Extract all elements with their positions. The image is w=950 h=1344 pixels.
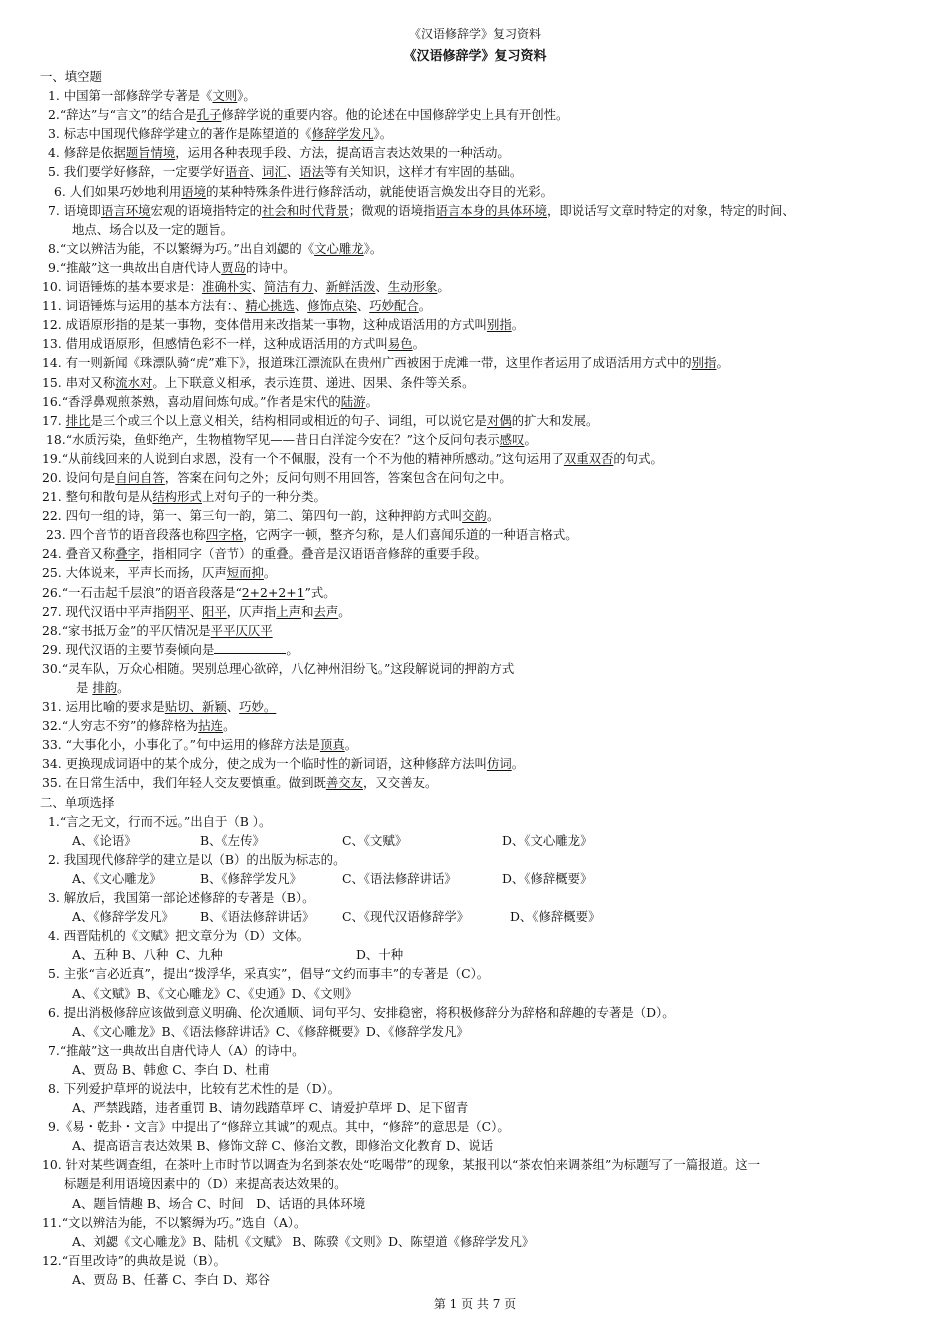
answer: 平平仄仄平 [210, 622, 273, 638]
question-11: 11. 词语锤炼与运用的基本方法有：、精心挑选、修饰点染、巧妙配合。 [42, 298, 432, 314]
choice-question-9: 9.《易・乾卦・文言》中提出了“修辞立其诚”的观点。其中，“修辞”的意思是（C）。 [48, 1119, 510, 1135]
answer-blank [214, 641, 286, 654]
answer: 简洁有力 [263, 279, 314, 295]
choice-options-11: A、刘勰《文心雕龙》B、陆机《文赋》 B、陈骙《文则》D、陈望道《修辞学发凡》 [72, 1233, 535, 1249]
choice-question-6: 6. 提出消极修辞应该做到意义明确、伦次通顺、词句平匀、安排稳密，将积极修辞分为辞格和辞趣的专著是（D）。 [48, 1004, 675, 1020]
choice-question-10: 10. 针对某些调查组，在茶叶上市时节以调查为名到茶农处“吃喝带”的现象，某报刊以“茶农怕来调茶组”为标题写了一篇报道。这一 [42, 1157, 761, 1173]
choice-question-7: 7.“推敲”这一典故出自唐代诗人（A）的诗中。 [48, 1042, 305, 1058]
question-2: 2.“辞达”与“言文”的结合是孔子修辞学说的重要内容。他的论述在中国修辞学史上具有开创性。 [48, 107, 569, 123]
answer: 阴平 [164, 603, 190, 619]
choice-options-4: A、五种 B、八种 C、九种 D、十种 [72, 947, 404, 963]
answer: 仿词 [486, 756, 512, 772]
answer: 题旨情境 [125, 145, 176, 161]
choice-question-12: 12.“百里改诗”的典故是说（B）。 [42, 1252, 226, 1268]
question-7-continued: 地点、场合以及一定的题旨。 [72, 221, 234, 237]
answer: 新鲜活泼 [325, 279, 376, 295]
choice-options-5: A、《文赋》B、《文心雕龙》C、《史通》D、《文则》 [72, 985, 358, 1001]
answer: 流水对 [115, 374, 153, 390]
question-4: 4. 修辞是依据题旨情境，运用各种表现手段、方法，提高语言表达效果的一种活动。 [48, 145, 510, 161]
question-26: 26.“一石击起千层浪”的语音段落是“2+2+2+1”式。 [42, 584, 336, 600]
page-footer: 第 1 页 共 7 页 [433, 1297, 517, 1311]
question-9: 9.“推敲”这一典故出自唐代诗人贾岛的诗中。 [48, 259, 296, 275]
choice-options-3: A、《修辞学发凡》 B、《语法修辞讲话》 C、《现代汉语修辞学》 D、《修辞概要》 [72, 909, 601, 925]
answer: 四字格 [205, 527, 244, 543]
section-heading-single-choice: 二、单项选择 [40, 794, 115, 810]
answer: 陆游 [340, 393, 366, 409]
choice-options-12: A、贾岛 B、任蕃 C、李白 D、郑谷 [72, 1271, 270, 1287]
question-28: 28.“家书抵万金”的平仄情况是平平仄仄平 [42, 622, 273, 638]
question-8: 8.“文以辨洁为能，不以繁缛为巧。”出自刘勰的《文心雕龙》。 [48, 240, 383, 256]
answer: 叠字 [115, 546, 140, 562]
question-15: 15. 串对又称流水对。上下联意义相承，表示连贯、递进、因果、条件等关系。 [42, 374, 475, 390]
question-22: 22. 四句一组的诗，第一、第三句一韵，第二、第四句一韵，这种押韵方式叫交韵。 [42, 508, 500, 524]
choice-question-3: 3. 解放后，我国第一部论述修辞的专著是（B）。 [48, 890, 315, 906]
question-1: 1. 中国第一部修辞学专著是《文则》。 [48, 88, 256, 104]
answer: 感叹 [499, 431, 525, 447]
question-33: 33. “大事化小，小事化了。”句中运用的修辞方法是顶真。 [42, 737, 358, 753]
choice-options-9: A、提高语言表达效果 B、修饰文辞 C、修治文教，即修治文化教育 D、说话 [72, 1138, 494, 1154]
question-10: 10. 词语锤炼的基本要求是：准确朴实、简洁有力、新鲜活泼、生动形象。 [42, 279, 450, 295]
answer: 别指 [691, 355, 717, 371]
answer: 易色 [387, 336, 413, 352]
question-20: 20. 设问句是自问自答，答案在问句之外；反问句则不用回答，答案包含在问句之中。 [42, 469, 512, 485]
answer: 语音 [224, 164, 250, 180]
choice-options-7: A、贾岛 B、韩愈 C、李白 D、杜甫 [72, 1061, 270, 1077]
question-6: 6. 人们如果巧妙地利用语境的某种特殊条件进行修辞活动，就能使语言焕发出夺目的光彩。 [54, 183, 553, 199]
document-body [40, 67, 920, 1289]
answer: 上声 [276, 603, 302, 619]
choice-options-10: A、题旨情趣 B、场合 C、时间 D、话语的具体环境 [72, 1195, 366, 1211]
choice-question-2: 2. 我国现代修辞学的建立是以（B）的出版为标志的。 [48, 851, 346, 867]
question-24: 24. 叠音又称叠字，指相同字（音节）的重叠。叠音是汉语语音修辞的重要手段。 [42, 546, 487, 562]
answer: 顶真 [319, 737, 345, 753]
answer: 交韵 [462, 508, 487, 524]
answer: 排比 [65, 412, 91, 428]
question-19: 19.“从前线回来的人说到白求恩，没有一个不佩服，没有一个不为他的精神所感动。”这句运用了双重双否的句式。 [42, 450, 663, 466]
answer: 2+2+2+1 [241, 584, 305, 600]
answer: 贴切、新颖 [164, 699, 227, 715]
answer: 去声 [313, 603, 339, 619]
answer: 精心挑选 [245, 298, 295, 314]
choice-options-1: A、《论语》 B、《左传》 C、《文赋》 D、《文心雕龙》 [72, 832, 593, 848]
answer: 语法 [299, 164, 324, 180]
question-14: 14. 有一则新闻《珠漂队骑“虎”难下》，报道珠江漂流队在贵州广西被困于虎滩一带，这里作者运用了成语活用方式中的别指。 [42, 355, 729, 371]
question-34: 34. 更换现成词语中的某个成分，使之成为一个临时性的新词语，这种修辞方法叫仿词。 [42, 756, 525, 772]
section-heading-fill-in: 一、填空题 [40, 69, 102, 84]
choice-options-2: A、《文心雕龙》 B、《修辞学发凡》 C、《语法修辞讲话》 D、《修辞概要》 [72, 870, 593, 886]
question-30: 30.“灵车队，万众心相随。哭别总理心欲碎，八亿神州泪纷飞。”这段解说词的押韵方式 [42, 660, 515, 676]
question-23: 23. 四个音节的语音段落也称四字格，它两字一顿，整齐匀称，是人们喜闻乐道的一种语言格式。 [46, 527, 578, 543]
answer: 语言本身的具体环境 [435, 202, 547, 218]
answer: 语言环境 [100, 202, 151, 218]
answer: 短而抑 [226, 565, 264, 581]
answer: 拈连 [198, 718, 224, 734]
answer: 巧妙。 [239, 699, 277, 715]
question-31: 31. 运用比喻的要求是贴切、新颖、巧妙。 [42, 699, 277, 715]
question-25: 25. 大体说来，平声长而扬，仄声短而抑。 [42, 565, 277, 581]
answer: 生动形象 [387, 279, 438, 295]
question-7: 7. 语境即语言环境宏观的语境指特定的社会和时代背景；微观的语境指语言本身的具体环境，即说话写文章时特定的对象，特定的时间、 [48, 202, 795, 218]
question-17: 17. 排比是三个或三个以上意义相关，结构相同或相近的句子、词组，可以说它是对偶的扩大和发展。 [42, 412, 599, 428]
document-title: 《汉语修辞学》复习资料 [403, 49, 547, 64]
question-3: 3. 标志中国现代修辞学建立的著作是陈望道的《修辞学发凡》。 [48, 126, 393, 142]
answer: 别指 [486, 317, 512, 333]
answer: 孔子 [196, 107, 222, 123]
choice-question-4: 4. 西晋陆机的《文赋》把文章分为（D）文体。 [48, 928, 310, 944]
answer: 双重双否 [563, 450, 614, 466]
answer: 结构形式 [152, 489, 202, 505]
answer: 巧妙配合 [369, 298, 419, 314]
answer: 修辞学发凡 [311, 126, 374, 142]
answer: 贾岛 [221, 259, 246, 275]
answer: 排韵 [92, 680, 118, 695]
question-30-continued: 是 排韵。 [76, 680, 130, 695]
question-16: 16.“香浮鼻观煎茶熟，喜动眉间炼句成。”作者是宋代的陆游。 [42, 393, 378, 409]
answer: 词汇 [262, 164, 287, 180]
question-5: 5. 我们要学好修辞，一定要学好语音、词汇、语法等有关知识，这样才有牢固的基础。 [48, 164, 523, 180]
choice-question-11: 11.“文以辨洁为能，不以繁缛为巧。”选自（A）。 [42, 1214, 307, 1230]
answer: 准确朴实 [201, 279, 252, 295]
answer: 文则 [212, 88, 238, 104]
answer: 对偶 [486, 412, 512, 428]
question-27: 27. 现代汉语中平声指阴平、阳平，仄声指上声和去声。 [42, 603, 351, 619]
question-18: 18.“水质污染，鱼虾绝产，生物植物罕见——昔日白洋淀今安在？”这个反问句表示感叹。 [46, 431, 537, 447]
answer: 语境 [181, 183, 207, 199]
choice-options-8: A、严禁践踏，违者重罚 B、请勿践踏草坪 C、请爱护草坪 D、足下留青 [72, 1100, 469, 1116]
question-35: 35. 在日常生活中，我们年轻人交友要慎重。做到既善交友，又交善友。 [42, 775, 438, 791]
question-12: 12. 成语原形指的是某一事物，变体借用来改指某一事物，这种成语活用的方式叫别指。 [42, 317, 525, 333]
page-header: 《汉语修辞学》复习资料 [408, 27, 541, 41]
answer: 社会和时代背景 [262, 202, 349, 218]
question-21: 21. 整句和散句是从结构形式上对句子的一种分类。 [42, 489, 326, 505]
choice-question-10-continued: 标题是利用语境因素中的（D）来提高表达效果的。 [64, 1176, 347, 1192]
answer: 文心雕龙 [314, 240, 364, 256]
question-29: 29. 现代汉语的主要节奏倾向是 。 [42, 641, 299, 657]
answer: 自问自答 [115, 469, 165, 485]
answer: 修饰点染 [307, 298, 357, 314]
choice-question-5: 5. 主张“言必近真”，提出“拨浮华，采真实”，倡导“文约而事丰”的专著是（C）。 [48, 966, 490, 982]
question-13: 13. 借用成语原形，但感情色彩不一样，这种成语活用的方式叫易色。 [42, 336, 425, 352]
choice-question-8: 8. 下列爱护草坪的说法中，比较有艺术性的是（D）。 [48, 1080, 341, 1096]
answer: 阳平 [201, 603, 227, 619]
answer: 善交友 [325, 775, 364, 791]
question-32: 32.“人穷志不穷”的修辞格为拈连。 [42, 718, 236, 734]
choice-options-6: A、《文心雕龙》B、《语法修辞讲话》C、《修辞概要》D、《修辞学发凡》 [72, 1023, 469, 1039]
choice-question-1: 1.“言之无文，行而不远。”出自于（B ）。 [48, 813, 272, 829]
